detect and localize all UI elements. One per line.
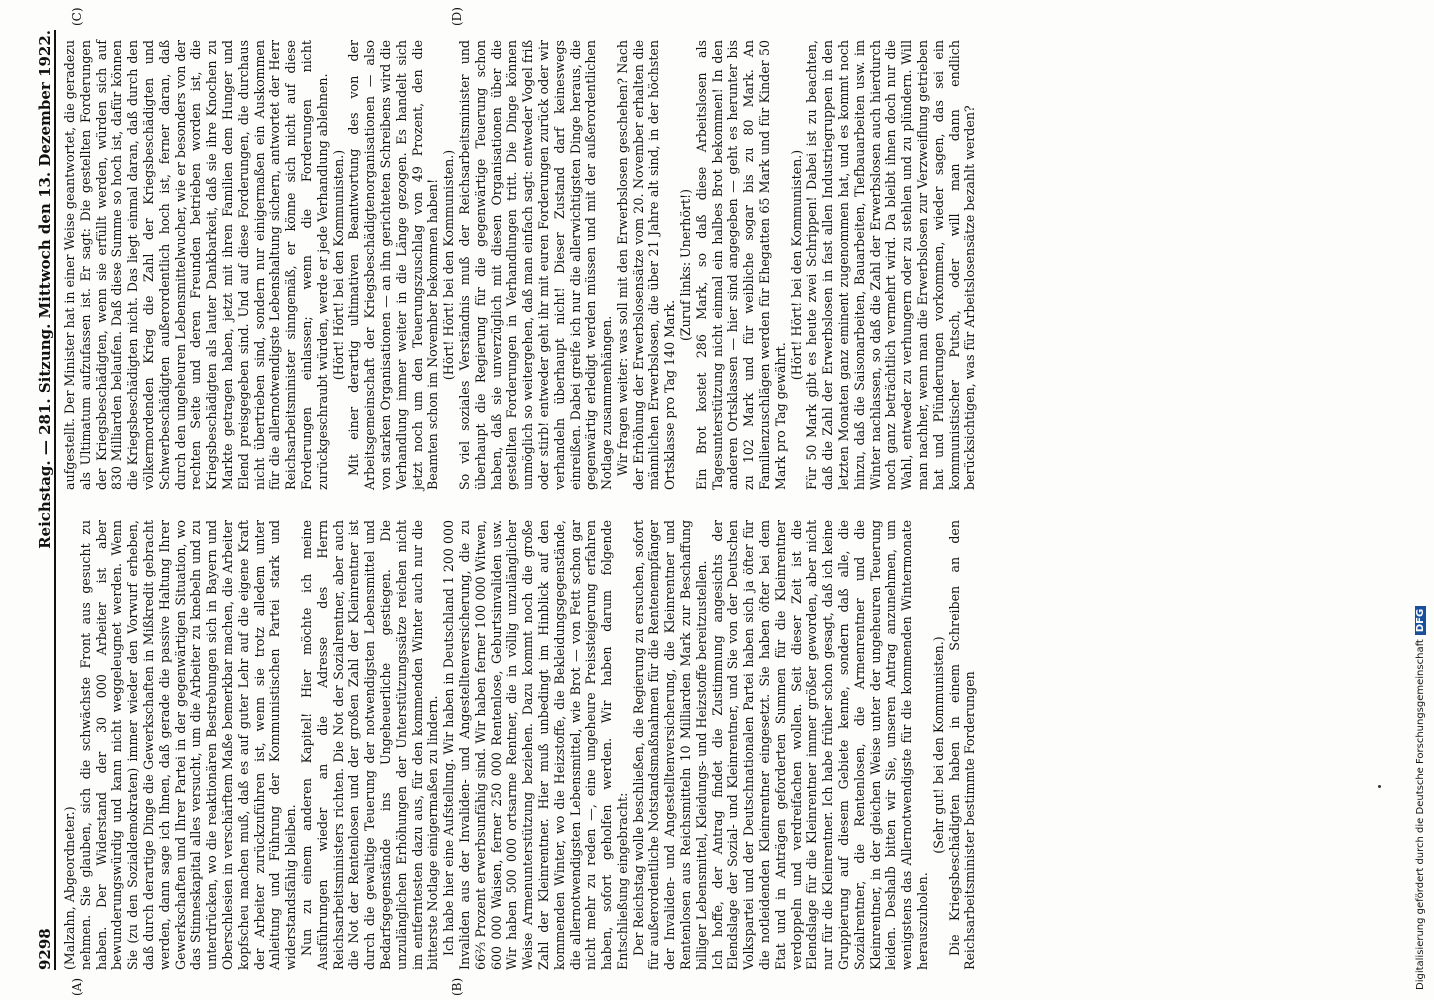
paragraph: Für 50 Mark gibt es heute zwei Schrippen! Dabei ist zu beachten, daß die Zahl der Erwerbslosen in fast allen Industriegruppen in den letzten Monaten ganz eminent zugenommen hat, und es kommt noch hinzu, daß die Saisonarbeiten, Bauarbeiten, Tiefbauarbeiten usw. im Winter nachlassen, so daß die Zahl der Erwerbslosen auch hierdurch noch ganz beträchtlich vermehrt wird. Da bleibt ihnen doch nur die Wahl, entweder zu verhungern oder zu stehlen und zu plündern. Will man nachher, wenn man die Erwerbslosen zur Verzweiflung getrieben hat und Plünderungen vorkommen, wieder sagen, das sei ein kommunistischer Putsch, oder will man dann endlich berücksichtigen, was für Arbeitslosensätze bezahlt werden? [804,40,978,490]
dfg-logo: DFG [1415,606,1426,635]
paragraph: (Hört! Hört! bei den Kommunisten.) [330,149,346,381]
page-title: Reichstag. — 281. Sitzung. Mittwoch den 13. Dezember 1922. [36,30,54,549]
paragraph: (Sehr gut! bei den Kommunisten.) [930,636,946,854]
margin-marker-a: (A) [70,977,84,996]
paragraph: Ich habe hier eine Aufstellung. Wir haben in Deutschland 1 200 000 Invaliden aus der Invaliden- und Angestelltenversicherung, die zu 66⅔ Prozent erwerbsunfähig sind. Wir haben ferner 100 000 Witwen, 600 000 Waisen, ferner 250 000 Rentenlose, Geburtsinvaliden usw. Wir haben 500 000 ortsarme Rentner, die in völlig unzulänglicher Weise Armenunterstützung beziehen. Dazu kommt noch die große Zahl der Kleinrentner. Hier muß unbedingt im Hinblick auf den kommenden Winter, wo die Heizstoffe, die Bekleidungsgegenstände, die allernotwendigsten Lebensmittel, wie Brot — von Fett schon gar nicht mehr zu reden —, eine ungeheure Preissteigerung erfahren haben, sofort geholfen werden. Wir haben darum folgende Entschließung eingebracht: [441,520,630,970]
paragraph: aufgestellt. Der Minister hat in einer Weise geantwortet, die geradezu als Ultimatum aufzufassen ist. Er sagt: Die gestellten Forderungen der Kriegsbeschädigten, wenn sie erfüllt werden, würden sich auf 830 Milliarden belaufen. Daß diese Summe so hoch ist, dafür können die Kriegsbeschädigten nicht. Das liegt einmal daran, daß durch den völkermordenden Krieg die Zahl der Kriegsbeschädigten und Schwerbeschädigten außerordentlich hoch ist, ferner daran, daß durch den ungeheuren Lebensmittelwucher, wie er besonders von der rechten Seite und deren Freunden betrieben worden ist, die Kriegsbeschädigten als lauter Dankbarkeit, daß sie ihre Knochen zu Markte getragen haben, jetzt mit ihren Familien dem Hunger und Elend preisgegeben sind. Und auf diese Forderungen, die durchaus nicht übertrieben sind, sondern nur einigermaßen ein Auskommen für die allernotwendigste Lebenshaltung sichern, antwortet der Herr Reichsarbeitsminister sinngemäß, er könne sich nicht auf diese Forderungen einlassen; wenn die Forderungen nicht zurückgeschraubt würden, werde er jede Verhandlung ablehnen. [62,40,330,490]
paragraph: Mit einer derartig ultimativen Beantwortung des von der Arbeitsgemeinschaft der Kriegsbeschädigtenorganisationen — also von starken Organisationen — an ihn gerichteten Schreibens wird die Verhandlung immer weiter in die Länge gezogen. Es handelt sich jetzt noch um den Teuerungszuschlag von 49 Prozent, den die Beamten schon im November bekommen haben! [346,40,441,490]
paragraph: Nun zu einem anderen Kapitel! Hier möchte ich meine Ausführungen wieder an die Adresse des Herrn Reichsarbeitsministers richten. Die Not der Sozialrentner, aber auch die Not der Rentenlosen und der großen Zahl der Kleinrentner ist durch die gewaltige Teuerung der notwendigsten Lebensmittel und Bedarfsgegenstände ins Ungeheuerliche gestiegen. Die unzulänglichen Erhöhungen der Unterstützungssätze reichen nicht im entferntesten dazu aus, für den kommenden Winter auch nur die bitterste Notlage einigermaßen zu lindern. [298,520,441,970]
paragraph: Wir fragen weiter: was soll mit den Erwerbslosen geschehen? Nach der Erhöhung der Erwerbslosensätze vom 20. November erhalten die männlichen Erwerbslosen, die über 21 Jahre alt sind, in der höchsten Ortsklasse pro Tag 140 Mark. [614,40,678,490]
paragraph: Die Kriegsbeschädigten haben in einem Schreiben an den Reichsarbeitsminister bestimmte Forderungen [946,520,978,970]
paragraph: (Malzahn, Abgeordneter.) [62,806,77,970]
margin-marker-c: (C) [70,7,84,26]
page-header [30,30,56,970]
paragraph: (Hört! Hört! bei den Kommunisten.) [788,149,804,381]
paragraph: So viel soziales Verständnis muß der Reichsarbeitsminister und überhaupt die Regierung für die gegenwärtige Teuerung schon haben, daß sie unverzüglich mit diesen Organisationen über die gestellten Forderungen in Verhandlungen tritt. Die Dinge können unmöglich so weitergehen, daß man einfach sagt: entweder Vogel friß oder stirb! entweder geht ihr mit euren Forderungen zurück oder wir verhandeln überhaupt nicht! Dieser Zustand darf keineswegs einreißen. Dabei greife ich nur die allerwichtigsten Dinge heraus, die gegenwärtig erledigt werden müssen und mit der außerordentlichen Notlage zusammenhängen. [456,40,615,490]
credit-text: Digitalisierung gefördert durch die Deutsche Forschungsgemeinschaft [1415,639,1426,990]
paragraph: (Hört! Hört! bei den Kommunisten.) [441,149,457,381]
paragraph: (Zuruf links: Unerhört!) [678,188,694,342]
rotated-document-page [30,7,978,996]
left-text-column [62,520,978,970]
paragraph: Der Reichstag wolle beschließen, die Regierung zu ersuchen, sofort für außerordentliche Notstandsmaßnahmen für die Rentenempfänger der Invaliden- und Angestelltenversicherung, die Kleinrentner und Rentenlosen aus Reichsmitteln 10 Milliarden Mark zur Beschaffung billiger Lebensmittel, Kleidungs- und Heizstoffe bereitzustellen. [630,520,709,970]
paragraph: nehmen. Sie glauben, sich die schwächste Front aus gesucht zu haben. Der Widerstand der 30 000 Arbeiter ist aber bewunderungswürdig und kann nicht weggeleugnet werden. Wenn Sie (zu den Sozialdemokraten) immer wieder den Vorwurf erheben, daß durch derartige Dinge die Gewerkschaften in Mißkredit gebracht werden, dann sage ich Ihnen, daß gerade die passive Haltung Ihrer Gewerkschaften und Ihrer Partei in der gegenwärtigen Situation, wo das Stinneskapital alles versucht, um die Arbeiter zu knebeln und zu unterdrücken, wo die reaktionären Bestrebungen sich in Bayern und Oberschlesien in verschärftem Maße bemerkbar machen, die Arbeiter kopfscheu machen muß, daß es auf guter Lehr auf die eigene Kraft der Arbeiter zurückzuführen ist, wenn sie trotz alledem unter Anleitung und Führung der Kommunistischen Partei stark und widerstandsfähig bleiben. [77,520,299,970]
margin-marker-d: (D) [450,7,464,26]
page-number: 9298 [36,928,54,970]
margin-marker-b: (B) [450,977,464,996]
paragraph: Ich hoffe, der Antrag findet die Zustimmung angesichts der Elendslage der Sozial- und Kleinrentner, und Sie von der Deutschen Volkspartei und der Deutschnationalen Partei haben sich ja öfter für die notleidenden Kleinrentner eingesetzt. Sie haben öfter bei dem Etat und in Anträgen geforderten Summen für die Kleinrentner verdoppeln und verdreifachen wollen. Seit dieser Zeit ist die Elendslage für die Kleinrentner immer größer geworden, aber nicht nur für die Kleinrentner. Ich habe früher schon gesagt, daß ich keine Gruppierung auf diesem Gebiete kenne, sondern daß alle, die Sozialrentner, die Rentenlosen, die Armenrentner und die Kleinrentner, in der gleichen Weise unter der ungeheuren Teuerung leiden. Deshalb bitten wir Sie, unseren Antrag anzunehmen, um wenigstens das Allernotwendigste für die kommenden Wintermonate herauszuholen. [709,520,931,970]
paragraph: Ein Brot kostet 286 Mark, so daß diese Arbeitslosen als Tagesunterstützung nicht einmal ein halbes Brot bekommen! In den anderen Ortsklassen — hier sind angegeben — geht es herunter bis zu 102 Mark und für weibliche sogar bis zu 80 Mark. An Familienzuschlägen werden für Ehegatten 65 Mark und für Kinder 50 Mark pro Tag gewährt. [693,40,788,490]
digitization-credit [1415,10,1426,990]
scan-speck [1378,785,1381,788]
right-text-column [62,40,978,490]
